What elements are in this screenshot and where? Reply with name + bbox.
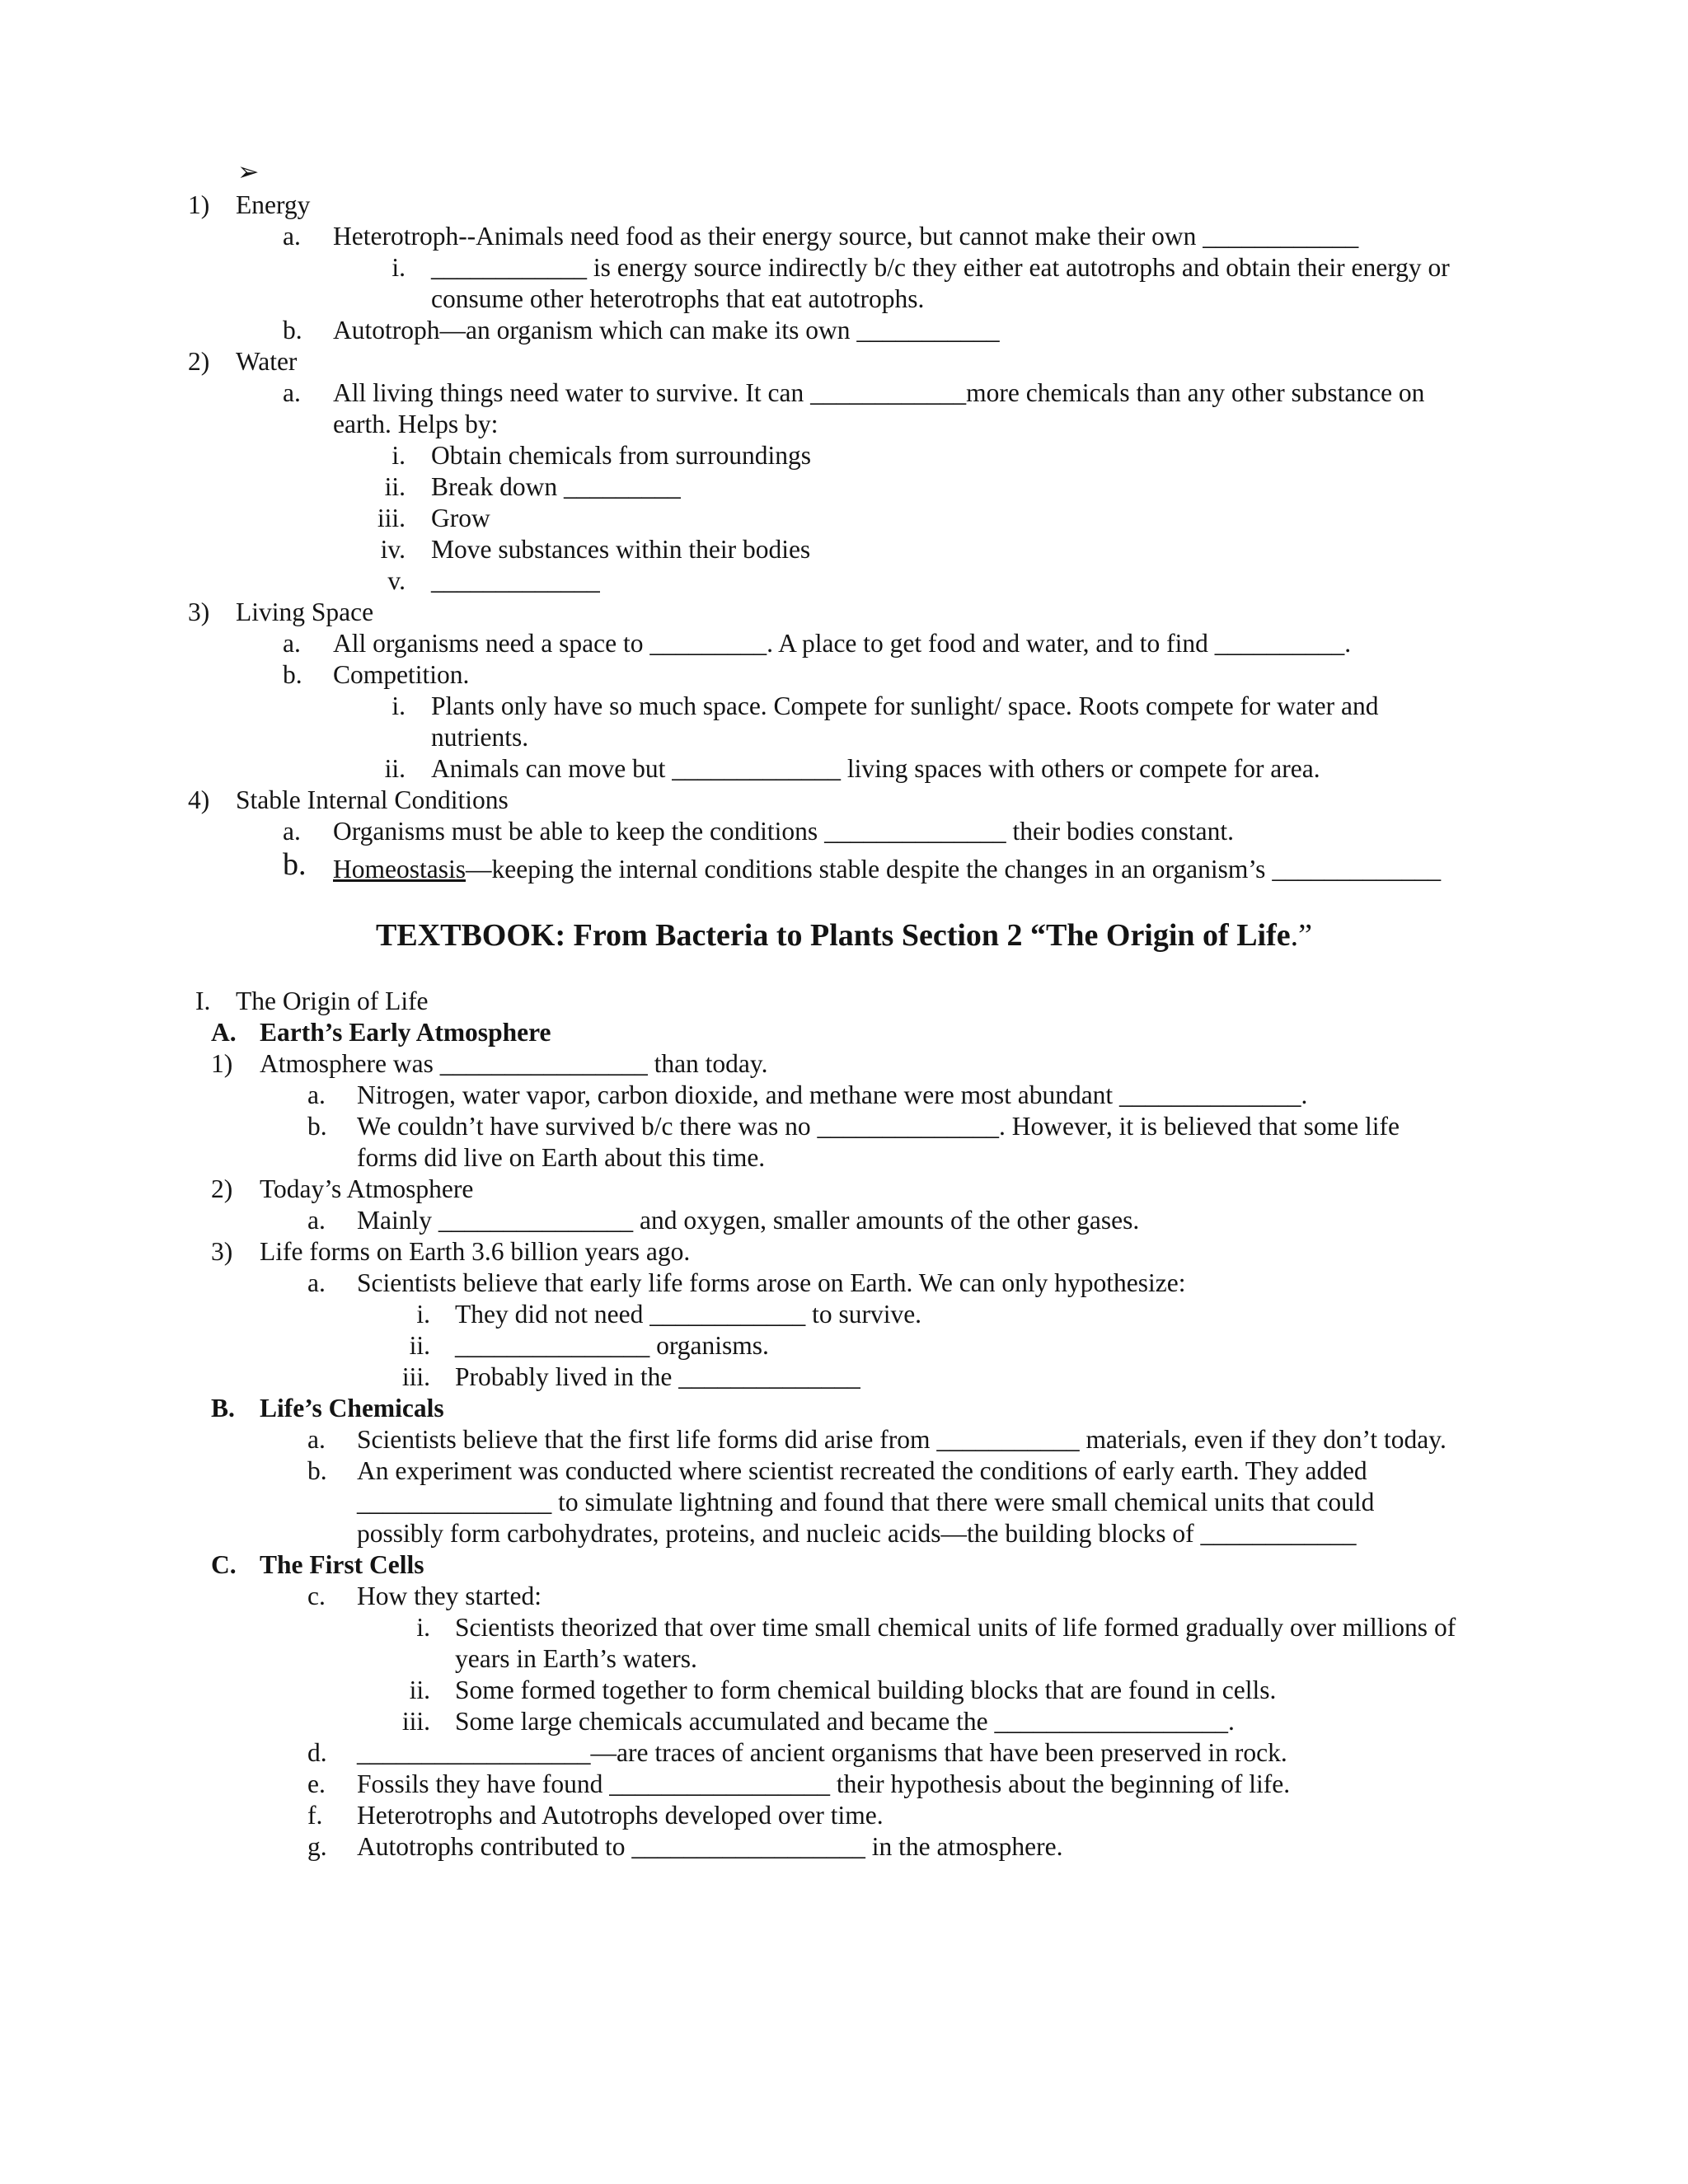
list-item-continuation: earth. Helps by: (333, 410, 499, 438)
list-number: 1) (211, 1049, 233, 1078)
list-item: All living things need water to survive. It can ____________more chemicals than any other substance on (333, 378, 1425, 407)
list-item: An experiment was conducted where scientist recreated the conditions of early earth. They added (357, 1456, 1367, 1485)
list-item: Autotrophs contributed to __________________ in the atmosphere. (357, 1832, 1063, 1861)
list-item: Heterotrophs and Autotrophs developed over time. (357, 1801, 884, 1830)
list-marker: a. (307, 1080, 326, 1109)
section-title-text: TEXTBOOK: From Bacteria to Plants Section 2 “The Origin of Life (375, 918, 1291, 953)
list-item: ____________ is energy source indirectly b/c they either eat autotrophs and obtain their energy or (431, 253, 1450, 282)
list-marker: a. (283, 378, 301, 407)
list-marker: iii. (377, 504, 406, 532)
list-marker: g. (307, 1832, 327, 1861)
list-marker: a. (307, 1268, 326, 1297)
list-item (333, 854, 1441, 885)
list-marker: e. (307, 1769, 326, 1798)
list-marker: i. (392, 253, 406, 282)
list-marker: b. (283, 660, 302, 689)
list-marker: d. (307, 1738, 327, 1767)
list-item-continuation: nutrients. (431, 723, 529, 752)
list-number: 3) (211, 1237, 233, 1266)
list-item: Obtain chemicals from surroundings (431, 441, 812, 470)
list-item: Break down _________ (431, 472, 681, 501)
list-marker: ii. (384, 754, 406, 783)
list-marker: a. (307, 1425, 326, 1454)
list-item: How they started: (357, 1582, 542, 1610)
list-number: 1) (188, 190, 210, 219)
list-marker: b. (307, 1456, 327, 1485)
section-heading-stable-conditions: Stable Internal Conditions (236, 785, 509, 814)
list-item-continuation: consume other heterotrophs that eat autotrophs. (431, 284, 925, 313)
list-item: _______________ organisms. (455, 1331, 769, 1360)
list-marker: i. (392, 691, 406, 720)
list-item: Some large chemicals accumulated and became the __________________. (455, 1707, 1235, 1736)
list-item-continuation: possibly form carbohydrates, proteins, and nucleic acids—the building blocks of ____________ (357, 1519, 1357, 1548)
subsection-heading: Life’s Chemicals (260, 1394, 444, 1422)
list-marker: ii. (409, 1331, 430, 1360)
list-marker: iii. (401, 1362, 430, 1391)
list-item: Animals can move but _____________ living spaces with others or compete for area. (431, 754, 1320, 783)
subsection-heading: Earth’s Early Atmosphere (260, 1018, 551, 1047)
list-marker: c. (307, 1582, 326, 1610)
list-number: 2) (188, 347, 210, 376)
section-title-tail: .” (1290, 918, 1313, 953)
list-marker: ii. (384, 472, 406, 501)
list-item: Move substances within their bodies (431, 535, 811, 564)
list-marker: iii. (401, 1707, 430, 1736)
section-title (0, 916, 1688, 954)
outline-heading: The Origin of Life (236, 987, 429, 1015)
list-item: Life forms on Earth 3.6 billion years ago. (260, 1237, 691, 1266)
list-item: _____________ (431, 566, 600, 595)
list-marker: i. (416, 1613, 430, 1642)
outline-letter: B. (211, 1394, 235, 1422)
section-heading-water: Water (236, 347, 298, 376)
homeostasis-term: Homeostasis (333, 855, 466, 883)
section-heading-living-space: Living Space (236, 598, 374, 626)
list-item: All organisms need a space to _________. A place to get food and water, and to find __________. (333, 629, 1352, 658)
list-marker: i. (416, 1300, 430, 1329)
subsection-heading: The First Cells (260, 1550, 424, 1579)
list-number: 3) (188, 598, 210, 626)
list-item: Atmosphere was ________________ than today. (260, 1049, 768, 1078)
list-item: Competition. (333, 660, 470, 689)
roman-numeral: I. (195, 987, 211, 1015)
list-marker: b. (307, 1112, 327, 1141)
list-item: Organisms must be able to keep the conditions ______________ their bodies constant. (333, 817, 1235, 846)
list-marker: iv. (380, 535, 406, 564)
list-item: Scientists believe that the first life forms did arise from ___________ materials, even if they don’t today. (357, 1425, 1447, 1454)
list-marker: b. (283, 847, 307, 882)
list-item: Autotroph—an organism which can make its own ___________ (333, 316, 1000, 344)
list-item: We couldn’t have survived b/c there was no ______________. However, it is believed that some life (357, 1112, 1400, 1141)
list-marker: i. (392, 441, 406, 470)
list-marker: a. (283, 629, 301, 658)
list-item: Some formed together to form chemical building blocks that are found in cells. (455, 1675, 1277, 1704)
list-number: 4) (188, 785, 210, 814)
list-item: Fossils they have found _________________ their hypothesis about the beginning of life. (357, 1769, 1291, 1798)
list-item: __________________—are traces of ancient organisms that have been preserved in rock. (357, 1738, 1287, 1767)
outline-letter: C. (211, 1550, 237, 1579)
list-marker: v. (387, 566, 406, 595)
list-item-continuation: _______________ to simulate lightning and found that there were small chemical units that could (357, 1488, 1375, 1516)
list-marker: f. (307, 1801, 323, 1830)
list-item: Grow (431, 504, 490, 532)
list-marker: a. (283, 222, 301, 251)
list-item: Mainly _______________ and oxygen, smaller amounts of the other gases. (357, 1206, 1140, 1235)
list-item: Scientists theorized that over time small chemical units of life formed gradually over millions of (455, 1613, 1456, 1642)
list-item: They did not need ____________ to survive. (455, 1300, 922, 1329)
list-item: Scientists believe that early life forms arose on Earth. We can only hypothesize: (357, 1268, 1186, 1297)
list-marker: ii. (409, 1675, 430, 1704)
list-item-continuation: forms did live on Earth about this time. (357, 1143, 766, 1172)
list-number: 2) (211, 1174, 233, 1203)
list-marker: a. (283, 817, 301, 846)
section-heading-energy: Energy (236, 190, 311, 219)
arrow-bullet-icon: ➢ (237, 157, 260, 186)
list-item-continuation: years in Earth’s waters. (455, 1644, 697, 1673)
list-item: Plants only have so much space. Compete for sunlight/ space. Roots compete for water and (431, 691, 1379, 720)
list-marker: b. (283, 316, 302, 344)
list-item: Today’s Atmosphere (260, 1174, 474, 1203)
list-item-text: —keeping the internal conditions stable despite the changes in an organism’s _____________ (466, 855, 1442, 883)
list-marker: a. (307, 1206, 326, 1235)
list-item: Nitrogen, water vapor, carbon dioxide, and methane were most abundant ______________. (357, 1080, 1308, 1109)
list-item: Probably lived in the ______________ (455, 1362, 860, 1391)
list-item: Heterotroph--Animals need food as their energy source, but cannot make their own ____________ (333, 222, 1359, 251)
outline-letter: A. (211, 1018, 237, 1047)
